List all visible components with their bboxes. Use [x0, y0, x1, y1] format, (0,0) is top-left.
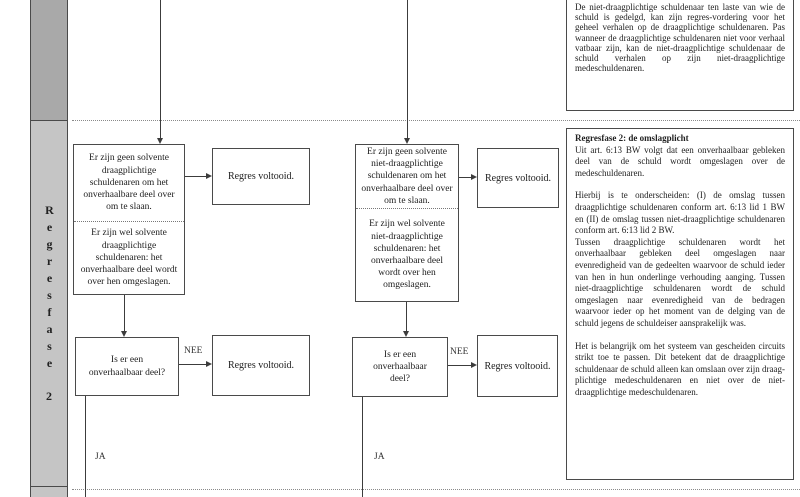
- left-ja-label: JA: [95, 452, 106, 462]
- middle-nee-connector: [448, 365, 471, 366]
- left-yes-solvent-text: Er zijn wel solvente draagplichtige schuldenaren: het onverhaalbare deel wordt over hen omgeslagen.: [80, 228, 178, 288]
- left-done-connector: [185, 176, 206, 177]
- middle-split-box: [355, 144, 459, 302]
- note-phase2-title: Regresfase 2: de omslagplicht: [575, 133, 689, 143]
- sidebar-previous-phase-band: [30, 0, 68, 121]
- middle-done-top-box: Regres voltooid.: [477, 148, 559, 208]
- middle-done-bottom-box: Regres voltooid.: [477, 335, 558, 397]
- middle-incoming-line: [407, 0, 408, 138]
- left-done-bottom-box: Regres voltooid.: [212, 335, 310, 396]
- note-phase2-box: [566, 128, 794, 480]
- middle-ja-line: [362, 397, 363, 497]
- middle-decision-box: Is er een onverhaalbaar deel?: [352, 337, 448, 397]
- note-phase2-paragraph-1: Uit art. 6:13 BW volgt dat een onverhaalbaar gebleken deel van de schuld wordt omgeslagen over de medeschuldenaren.: [575, 144, 785, 178]
- phase-separator-top: [72, 120, 800, 121]
- middle-no-solvent-text: Er zijn geen solvente niet-draagplichtige schuldenaren om het onverhaalbare deel over om te slaan.: [356, 145, 458, 209]
- left-incoming-line: [160, 0, 161, 138]
- left-decision-box: Is er een onverhaalbaar deel?: [75, 337, 179, 396]
- note-phase2-paragraph-4: Het is belangrijk om het systeem van gescheiden circuits strikt toe te passen. Dit betekent dat de draagplichtige schuldenaar de schuld alleen kan omslaan over zijn draag-plichtige medeschuldenaren en niet over de niet-draagplichtige medeschuldenaren.: [575, 340, 785, 397]
- left-split-box: [73, 144, 185, 295]
- phase-label-vertical: Regresfase: [42, 203, 57, 373]
- left-nee-label: NEE: [184, 346, 203, 356]
- note-phase2-paragraph-2: Hierbij is te onderscheiden: (I) de omslag tussen draagplichtige schuldenaren conform art. 6:13 lid 1 BW en (II) de omslag tussen niet-draagplichtige schuldenaren conform art. 6:13 lid 2 BW.: [575, 190, 785, 236]
- note-phase2-paragraph-3: Tussen draagplichtige schuldenaren wordt het onverhaalbaar gebleken deel omgeslagen naar evenredigheid van de gedeelten waarvoor de schuld ieder van hen in hun onderlinge verhouding aanging. Tussen niet-draagplichtige schuldenaren wordt de schuld omgeslagen naar evenredigheid van de bedragen waarvoor ieder op het moment van de delging van de schuld jegens de schuldeiser aansprakelijk was.: [575, 236, 785, 328]
- left-no-solvent-text: Er zijn geen solvente draagplichtige schuldenaren om het onverhaalbare deel over om te slaan.: [74, 145, 184, 222]
- sidebar-next-phase-band: [30, 486, 68, 497]
- middle-to-decision-line: [406, 302, 407, 331]
- middle-ja-label: JA: [374, 452, 385, 462]
- phase-number: 2: [46, 389, 52, 403]
- left-done-top-box: Regres voltooid.: [212, 148, 310, 205]
- left-ja-line: [85, 396, 86, 497]
- middle-yes-solvent-text: Er zijn wel solvente niet-draagplichtige schuldenaren: het onverhaalbare deel wordt over hen omgeslagen.: [369, 219, 445, 291]
- note-phase1-continuation-box: [566, 0, 794, 111]
- middle-nee-label: NEE: [450, 347, 469, 357]
- phase-separator-bottom: [72, 489, 800, 490]
- note-phase1-text: De niet-draagplichtige schuldenaar ten laste van wie de schuld is gedelgd, kan zijn regres-vordering voor het geheel verhalen op de draagplichtige schuldenaren. Pas wanneer de draagplichtige schuldenaren niet voor verhaal vatbaar zijn, kan de niet-draagplichtige schuldenaar de schuld verhalen op zijn niet-draagplichtige medeschuldenaren.: [575, 2, 785, 74]
- left-to-decision-line: [124, 295, 125, 331]
- middle-done-connector: [459, 177, 471, 178]
- left-nee-connector: [179, 364, 206, 365]
- sidebar-phase2-band: [30, 120, 68, 487]
